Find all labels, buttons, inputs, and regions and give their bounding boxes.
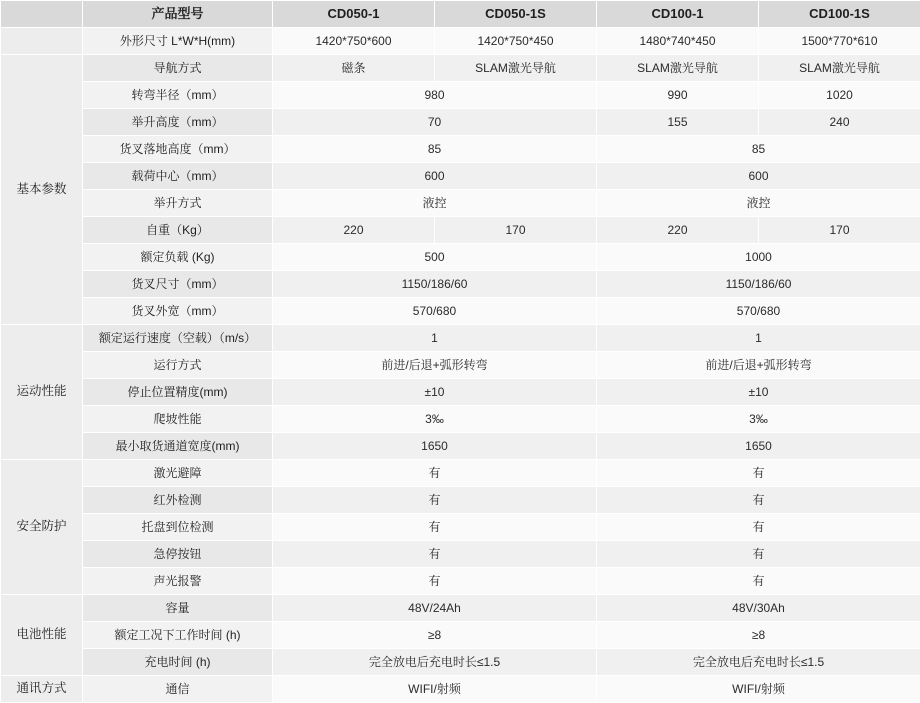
header-group-cell: [1, 1, 83, 28]
row-value: 48V/24Ah: [273, 595, 597, 622]
row-value: 有: [597, 487, 920, 514]
row-value: 有: [597, 568, 920, 595]
row-label: 货叉落地高度（mm）: [83, 136, 273, 163]
row-value: 前进/后退+弧形转弯: [273, 352, 597, 379]
header-model-4: CD100-1S: [759, 1, 920, 28]
row-value: 170: [759, 217, 920, 244]
row-value: 600: [597, 163, 920, 190]
table-row: [1, 28, 920, 55]
group-label-1: 基本参数: [1, 55, 83, 325]
row-label: 外形尺寸 L*W*H(mm): [83, 28, 273, 55]
table-row: [1, 649, 920, 676]
row-value: 前进/后退+弧形转弯: [597, 352, 920, 379]
row-value: SLAM激光导航: [759, 55, 920, 82]
row-label: 转弯半径（mm）: [83, 82, 273, 109]
row-value: 1: [597, 325, 920, 352]
row-value: 磁条: [273, 55, 435, 82]
table-row: [1, 82, 920, 109]
table-row: [1, 217, 920, 244]
row-value: 有: [597, 541, 920, 568]
row-value: WIFI/射频: [273, 676, 597, 703]
row-label: 急停按钮: [83, 541, 273, 568]
row-value: 有: [273, 487, 597, 514]
row-value: 85: [273, 136, 597, 163]
row-value: 170: [435, 217, 597, 244]
row-value: ±10: [273, 379, 597, 406]
row-value: 70: [273, 109, 597, 136]
row-value: 有: [273, 514, 597, 541]
row-value: ±10: [597, 379, 920, 406]
group-label-4: 电池性能: [1, 595, 83, 676]
row-value: SLAM激光导航: [597, 55, 759, 82]
table-row: [1, 568, 920, 595]
row-value: 1420*750*450: [435, 28, 597, 55]
row-value: 完全放电后充电时长≤1.5: [597, 649, 920, 676]
row-value: 570/680: [597, 298, 920, 325]
row-value: 570/680: [273, 298, 597, 325]
table-row: [1, 487, 920, 514]
row-value: 1020: [759, 82, 920, 109]
row-value: 液控: [597, 190, 920, 217]
group-label-2: 运动性能: [1, 325, 83, 460]
row-value: 1000: [597, 244, 920, 271]
header-model-3: CD100-1: [597, 1, 759, 28]
row-label: 举升方式: [83, 190, 273, 217]
row-value: 1500*770*610: [759, 28, 920, 55]
row-value: 1150/186/60: [273, 271, 597, 298]
row-label: 托盘到位检测: [83, 514, 273, 541]
row-label: 红外检测: [83, 487, 273, 514]
row-value: 1650: [273, 433, 597, 460]
row-value: 1150/186/60: [597, 271, 920, 298]
row-value: 240: [759, 109, 920, 136]
row-value: ≥8: [597, 622, 920, 649]
table-row: [1, 676, 920, 703]
table-row: [1, 190, 920, 217]
row-label: 停止位置精度(mm): [83, 379, 273, 406]
table-row: [1, 595, 920, 622]
row-label: 容量: [83, 595, 273, 622]
table-row: [1, 541, 920, 568]
row-value: 3‰: [597, 406, 920, 433]
table-row: [1, 244, 920, 271]
row-label: 最小取货通道宽度(mm): [83, 433, 273, 460]
row-label: 激光避障: [83, 460, 273, 487]
row-value: ≥8: [273, 622, 597, 649]
row-value: 液控: [273, 190, 597, 217]
row-value: 85: [597, 136, 920, 163]
header-model-1: CD050-1: [273, 1, 435, 28]
row-value: 有: [273, 541, 597, 568]
table-row: [1, 163, 920, 190]
row-value: 有: [597, 460, 920, 487]
row-value: 980: [273, 82, 597, 109]
group-label-3: 安全防护: [1, 460, 83, 595]
row-label: 爬坡性能: [83, 406, 273, 433]
row-label: 自重（Kg）: [83, 217, 273, 244]
row-value: 155: [597, 109, 759, 136]
table-row: [1, 514, 920, 541]
row-label: 货叉外宽（mm）: [83, 298, 273, 325]
row-label: 充电时间 (h): [83, 649, 273, 676]
row-value: 220: [597, 217, 759, 244]
row-label: 举升高度（mm）: [83, 109, 273, 136]
row-label: 导航方式: [83, 55, 273, 82]
table-row: [1, 55, 920, 82]
row-value: 1480*740*450: [597, 28, 759, 55]
row-label: 货叉尺寸（mm）: [83, 271, 273, 298]
row-value: 500: [273, 244, 597, 271]
row-value: 48V/30Ah: [597, 595, 920, 622]
row-value: 1: [273, 325, 597, 352]
table-row: [1, 352, 920, 379]
row-value: 完全放电后充电时长≤1.5: [273, 649, 597, 676]
row-value: 1420*750*600: [273, 28, 435, 55]
row-value: 3‰: [273, 406, 597, 433]
group-cell-empty: [1, 28, 83, 55]
table-header-row: [1, 1, 920, 28]
table-row: [1, 136, 920, 163]
table-row: [1, 271, 920, 298]
row-label: 额定负载 (Kg): [83, 244, 273, 271]
row-value: 1650: [597, 433, 920, 460]
table-row: [1, 325, 920, 352]
row-value: WIFI/射频: [597, 676, 920, 703]
group-label-5: 通讯方式: [1, 676, 83, 703]
row-value: 600: [273, 163, 597, 190]
row-label: 额定工况下工作时间 (h): [83, 622, 273, 649]
row-label: 声光报警: [83, 568, 273, 595]
row-value: 有: [597, 514, 920, 541]
header-name-cell: 产品型号: [83, 1, 273, 28]
row-label: 通信: [83, 676, 273, 703]
row-label: 载荷中心（mm）: [83, 163, 273, 190]
row-value: 有: [273, 568, 597, 595]
row-value: 990: [597, 82, 759, 109]
table-row: [1, 298, 920, 325]
row-value: 220: [273, 217, 435, 244]
table-row: [1, 622, 920, 649]
table-row: [1, 433, 920, 460]
table-row: [1, 379, 920, 406]
header-model-2: CD050-1S: [435, 1, 597, 28]
row-label: 额定运行速度（空载）（m/s）: [83, 325, 273, 352]
row-value: SLAM激光导航: [435, 55, 597, 82]
table-row: [1, 406, 920, 433]
row-label: 运行方式: [83, 352, 273, 379]
table-row: [1, 109, 920, 136]
row-value: 有: [273, 460, 597, 487]
table-row: [1, 460, 920, 487]
